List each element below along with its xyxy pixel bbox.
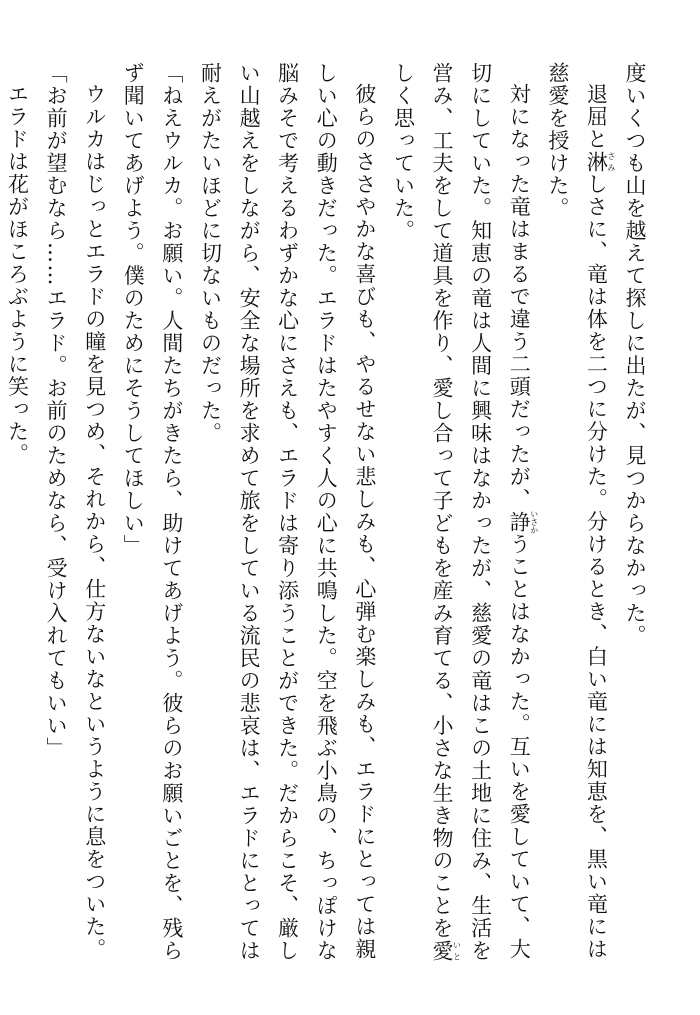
text-segment: 対になった竜はまるで違う二頭だったが、 (507, 83, 532, 511)
paragraph-empathy: 彼らのささやかな喜びも、やるせない悲しみも、心弾む楽しみも、エラドにとっては親しい心の動きだった。エラドはたやすく人の心に共鳴した。空を飛ぶ小鳥の、ちっぽけな脳みそで考えるわずかな心にさえも、エラドは寄り添うことができた。だからこそ、厳しい山越えをしながら、安全な場所を求めて旅をしている流民の悲哀は、エラドにとっては耐えがたいほどに切ないものだった。 (198, 62, 377, 962)
ruby-annotation: 諍いさか (507, 509, 539, 534)
ruby-annotation: 淋さみ (584, 150, 616, 173)
paragraph-ulka-sigh: ウルカはじっとエラドの瞳を見つめ、それから、仕方ないなというように息をついた。 (82, 83, 107, 961)
text-segment: うことはなかった。互いを愛していて、大切にしていた。知恵の竜は人間に興味はなかったが、慈愛の竜はこの土地に住み、生活を営み、工夫をして道具を作り、愛し合って子どもを産み育てる、小さな生き物のことを (430, 62, 532, 962)
paragraph-split-dragon (538, 62, 615, 962)
paragraph-elad-smile: エラドは花がほころぶように笑った。 (5, 83, 30, 466)
vertical-text-body (0, 62, 654, 962)
text-segment: しさに、竜は体を二つに分けた。分けるとき、白い竜には知恵を、黒い竜には慈愛を授けた。 (545, 62, 609, 961)
dialogue-ulka-reply: 「お前が望むなら……エラド。お前のためなら、受け入れてもいい」 (44, 62, 69, 760)
dialogue-elad-request: 「ねえウルカ。お願い。人間たちがきたら、助けてあげよう。彼らのお願いごとを、残らず聞いてあげよう。僕のためにそうしてほしい」 (121, 62, 184, 962)
paragraph-twin-dragons (384, 62, 538, 962)
text-segment: 退屈と (584, 83, 609, 151)
ruby-annotation: 愛いと (430, 939, 462, 962)
text-segment: しく思っていた。 (391, 62, 416, 242)
paragraph-continuation: 度いくつも山を越えて探しに出たが、見つからなかった。 (623, 62, 647, 647)
